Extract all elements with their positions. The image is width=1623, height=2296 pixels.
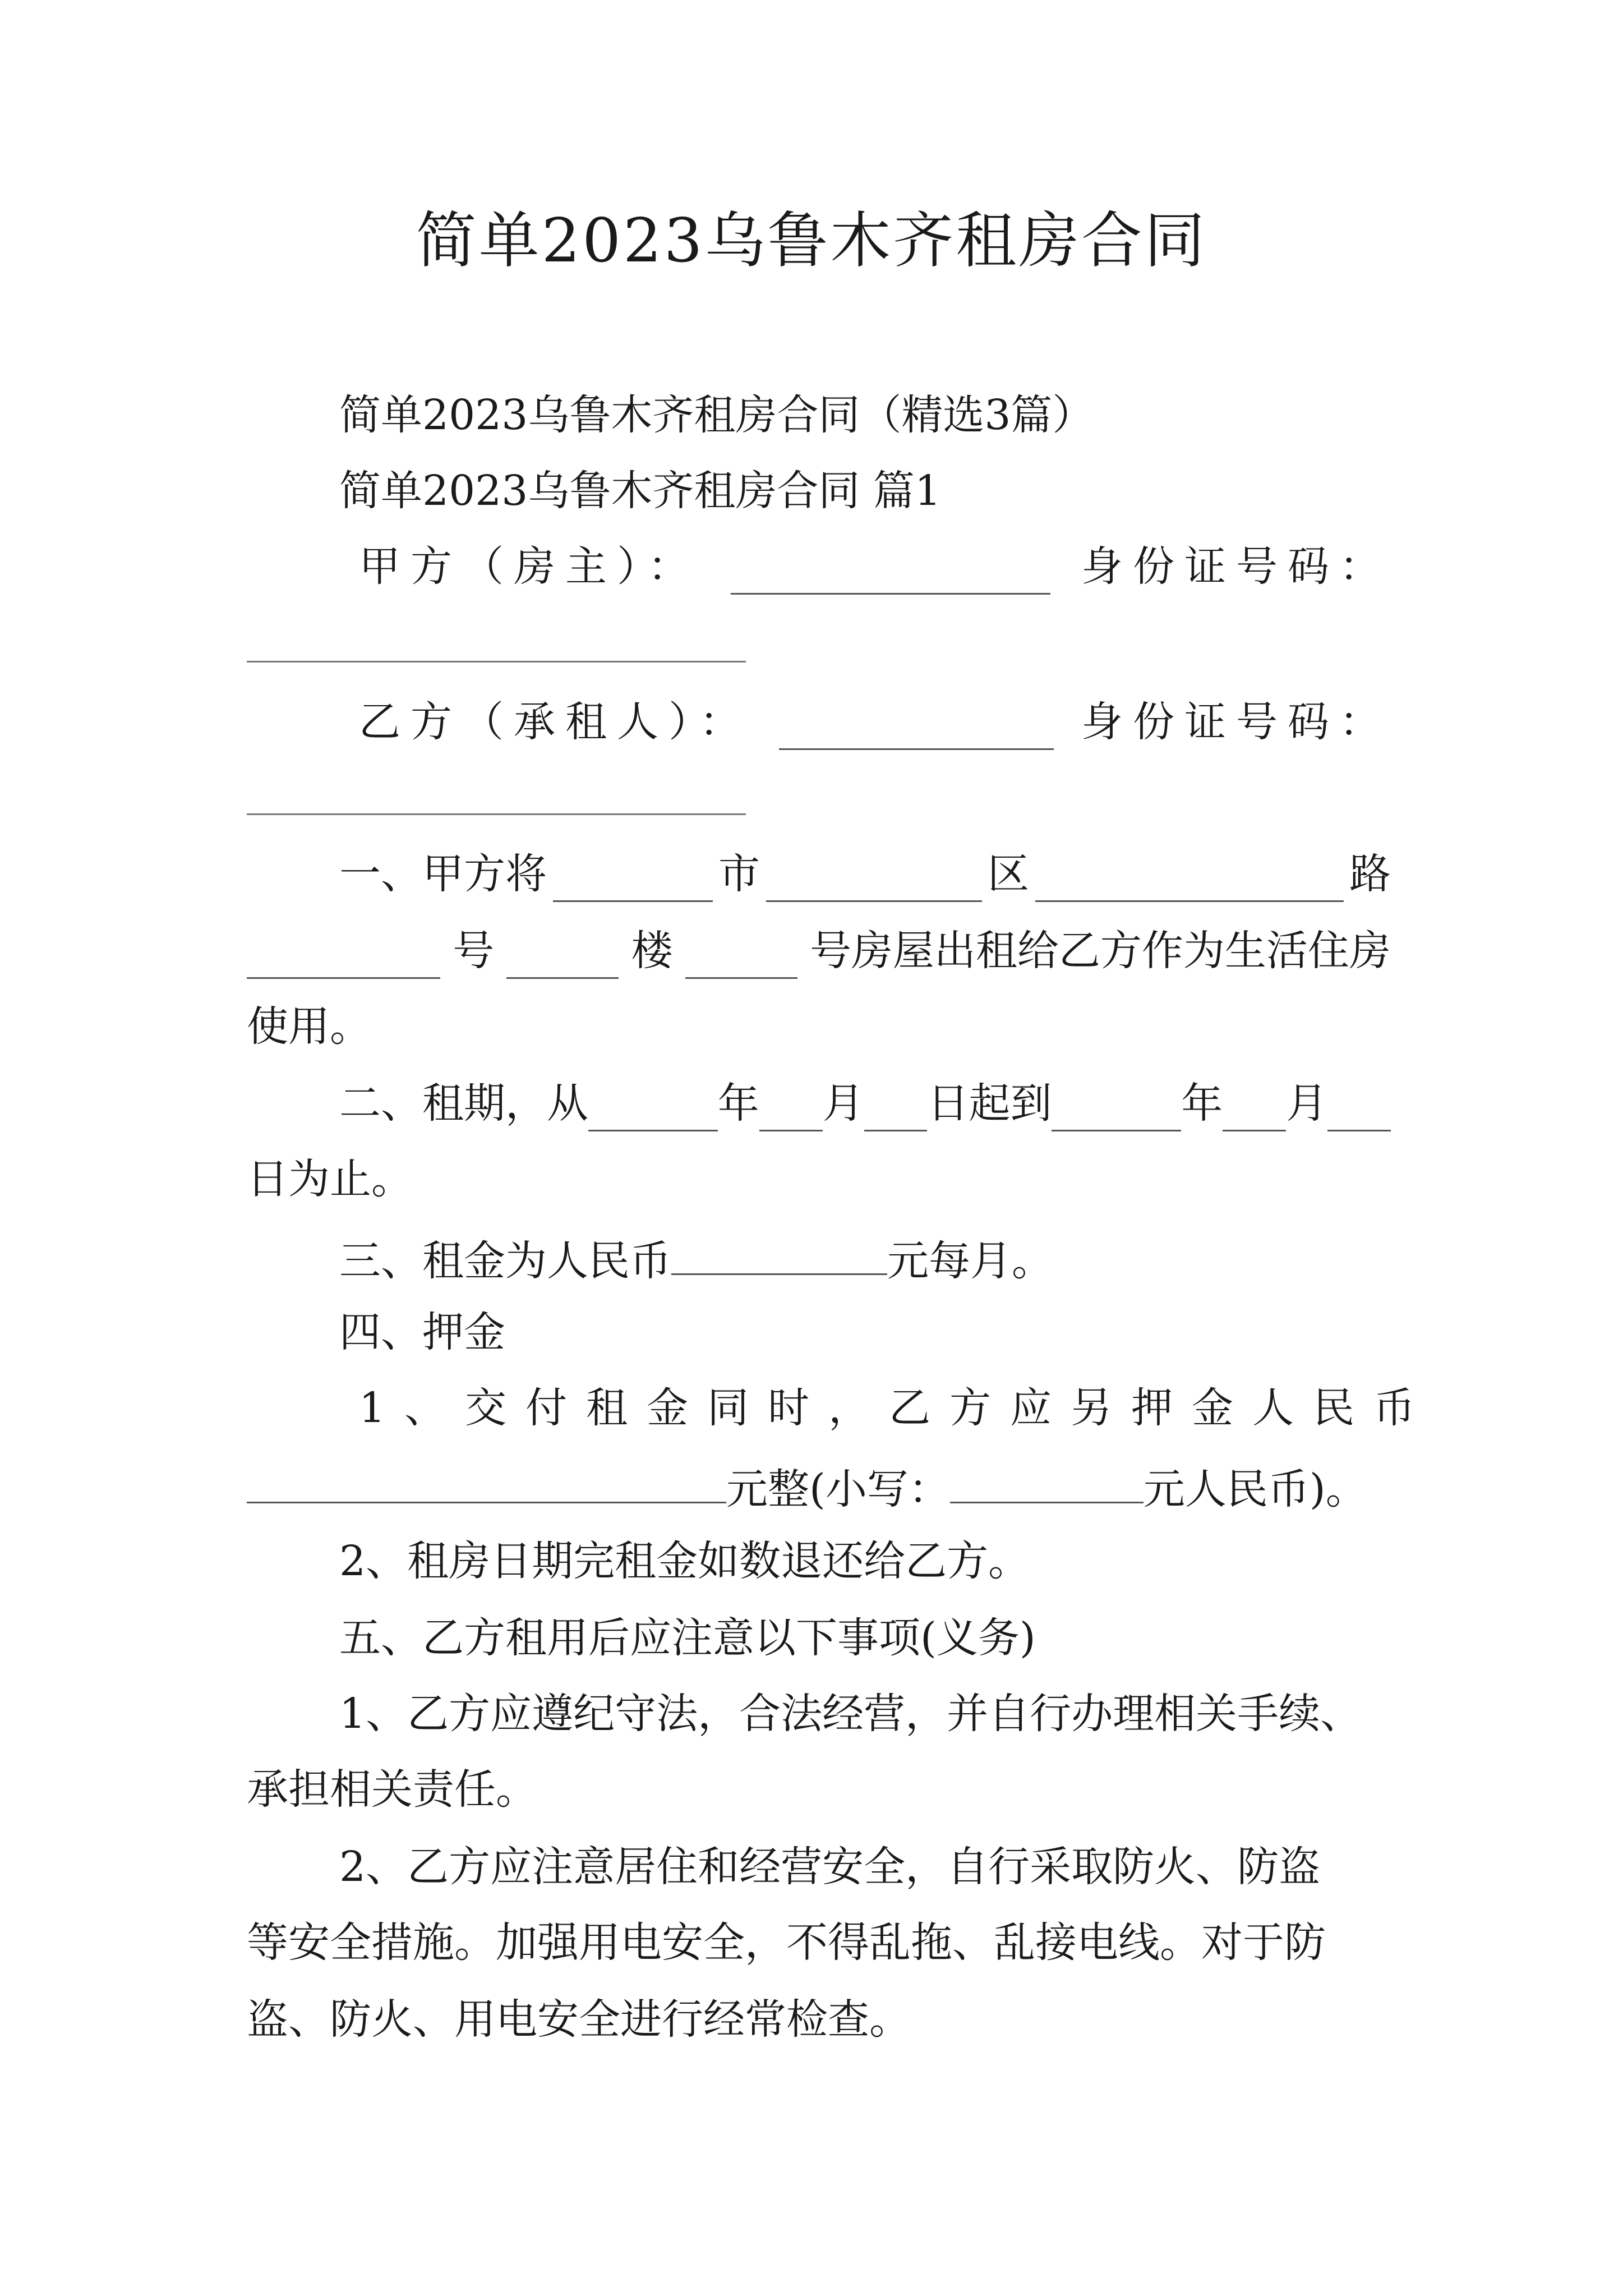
deposit-line-2 [247,1457,1391,1517]
start-day-blank[interactable] [864,1085,928,1131]
clause-2-text: 日起到 [927,1079,1052,1128]
party-b-label: 乙方（承租人）： [359,698,751,746]
clause-1-line-1 [339,846,1391,902]
party-b-name-blank[interactable] [779,703,1054,750]
deposit-line-1: 1、交付租金同时，乙方应另押金人民币 [359,1384,1435,1432]
deposit-text: 元人民币)。 [1143,1465,1367,1513]
city-blank[interactable] [553,855,713,902]
document-title: 简单2023乌鲁木齐租房合同 [416,206,1207,276]
district-blank[interactable] [766,855,982,902]
clause-3-text: 三、租金为人民币 [339,1237,671,1285]
party-a-line [359,539,1391,595]
clause-1-text: 路 [1349,850,1391,898]
clause-2-line-2: 日为止。 [247,1155,413,1203]
clause-3-text: 元每月。 [887,1237,1053,1285]
clause-2-text: 月 [822,1079,864,1128]
room-blank[interactable] [685,932,797,979]
end-day-blank[interactable] [1327,1085,1391,1131]
clause-1-line-3: 使用。 [247,1002,371,1051]
clause-1-text: 一、甲方将 [339,850,547,898]
clause-5-item-1-line-2: 承担相关责任。 [247,1765,537,1814]
clause-1-text: 号房屋出租给乙方作为生活住房 [809,927,1391,975]
clause-5-item-2-line-3: 盗、防火、用电安全进行经常检查。 [247,1995,911,2044]
clause-2-text: 年 [1181,1079,1223,1128]
deposit-text: 元整(小写： [726,1465,950,1513]
clause-5-item-2-line-1: 2、乙方应注意居住和经营安全，自行采取防火、防盗 [339,1843,1321,1891]
road-blank[interactable] [1035,855,1344,902]
number-blank[interactable] [247,932,440,979]
clause-2-text: 年 [717,1079,759,1128]
party-b-line [359,694,1391,750]
clause-1-text: 楼 [631,927,673,975]
clause-2-text: 月 [1286,1079,1328,1128]
party-a-id-blank[interactable] [247,661,746,662]
clause-5-item-2-line-2: 等安全措施。加强用电安全，不得乱拖、乱接电线。对于防 [247,1918,1326,1967]
clause-1-text: 市 [718,850,760,898]
clause-5-heading: 五、乙方租用后应注意以下事项(义务) [339,1614,1036,1662]
party-a-label: 甲方（房主）： [359,542,699,591]
building-blank[interactable] [506,932,619,979]
start-month-blank[interactable] [759,1085,823,1131]
document-subtitle: 简单2023乌鲁木齐租房合同（精选3篇） [339,391,1094,439]
clause-1-text: 区 [988,850,1029,898]
deposit-return-line: 2、租房日期完租金如数退还给乙方。 [339,1537,1030,1585]
party-a-name-blank[interactable] [731,548,1050,595]
party-b-id-label: 身份证号码： [1081,698,1391,746]
clause-2-line-1 [339,1075,1391,1131]
start-year-blank[interactable] [588,1085,718,1131]
section-heading: 简单2023乌鲁木齐租房合同 篇1 [339,467,941,515]
clause-1-line-2 [247,923,1391,979]
end-year-blank[interactable] [1052,1085,1181,1131]
clause-2-text: 二、租期，从 [339,1079,588,1128]
clause-3-line [339,1228,1391,1289]
party-b-id-blank[interactable] [247,813,746,815]
end-month-blank[interactable] [1223,1085,1286,1131]
clause-1-text: 号 [453,927,495,975]
rent-amount-blank[interactable] [671,1228,887,1275]
clause-5-item-1-line-1: 1、乙方应遵纪守法，合法经营，并自行办理相关手续、 [339,1690,1362,1738]
party-a-id-label: 身份证号码： [1081,542,1391,591]
deposit-amount-blank[interactable] [247,1457,726,1503]
deposit-lowercase-blank[interactable] [950,1457,1144,1503]
clause-4-heading: 四、押金 [339,1308,505,1356]
